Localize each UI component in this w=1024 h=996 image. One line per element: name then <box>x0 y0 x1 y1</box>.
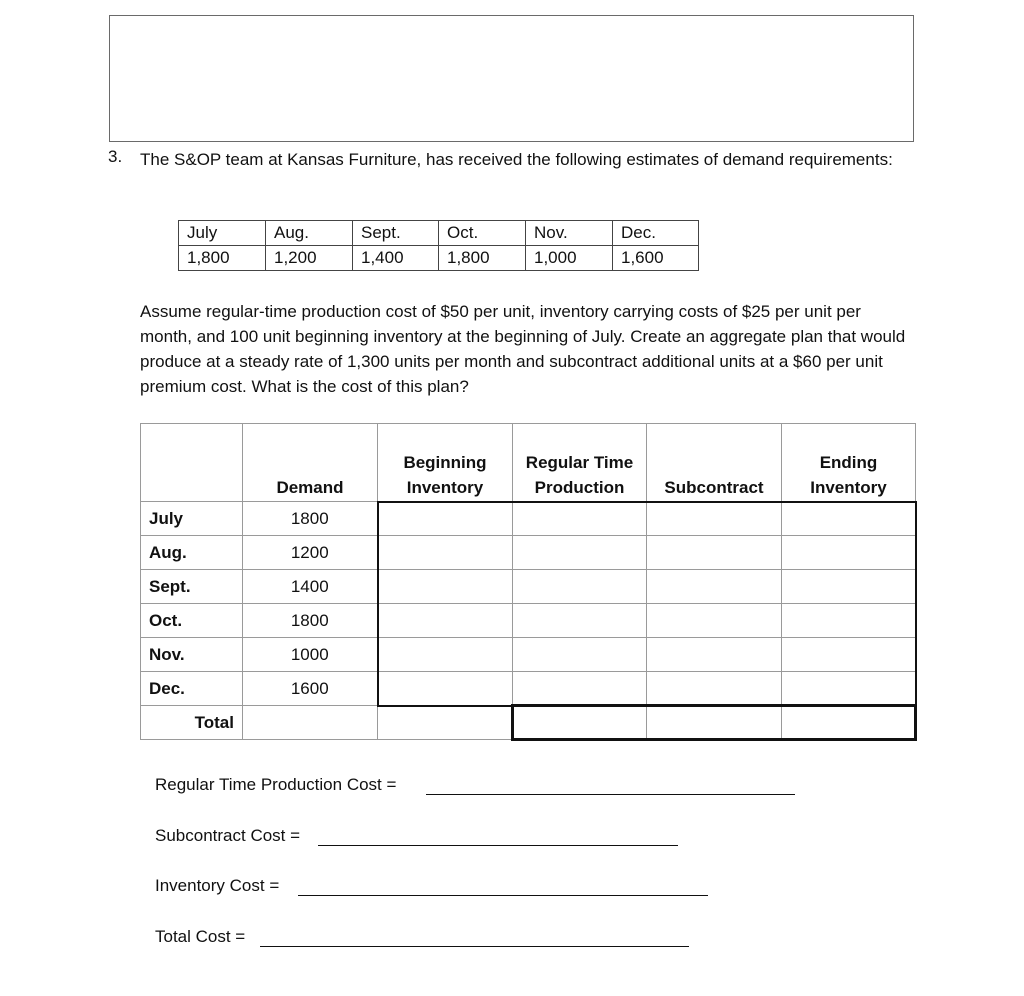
month-label: July <box>179 221 266 246</box>
inventory-cost-blank[interactable] <box>298 895 708 896</box>
month-label: Dec. <box>613 221 699 246</box>
subcontract-input[interactable] <box>647 638 782 672</box>
total-cost-line <box>155 927 245 947</box>
aggregate-plan-table <box>140 423 917 741</box>
demand-header: Demand <box>243 424 378 502</box>
demand-cell: 1800 <box>243 502 378 536</box>
subcontract-input[interactable] <box>647 672 782 706</box>
month-cell: Aug. <box>141 536 243 570</box>
question-text: The S&OP team at Kansas Furniture, has received the following estimates of demand requirements: <box>140 150 893 169</box>
beginning-inventory-input[interactable] <box>378 638 513 672</box>
table-row <box>141 570 916 604</box>
month-cell: Dec. <box>141 672 243 706</box>
regular-time-production-header: Regular Time Production <box>513 424 647 502</box>
inventory-cost-label: Inventory Cost = <box>155 876 280 895</box>
subcontract-cost-label: Subcontract Cost = <box>155 826 301 845</box>
ending-inventory-input[interactable] <box>782 536 916 570</box>
ending-inventory-input[interactable] <box>782 604 916 638</box>
total-cost-label: Total Cost = <box>155 927 246 946</box>
subcontract-input[interactable] <box>647 570 782 604</box>
demand-value: 1,800 <box>179 246 266 271</box>
question-number: 3. <box>108 147 123 166</box>
beginning-inventory-input[interactable] <box>378 570 513 604</box>
demand-value: 1,200 <box>266 246 353 271</box>
regular-time-input[interactable] <box>513 502 647 536</box>
demand-cell: 1600 <box>243 672 378 706</box>
demand-estimates-header-row <box>179 221 699 246</box>
total-demand-cell <box>243 706 378 740</box>
demand-value: 1,400 <box>353 246 439 271</box>
beginning-inventory-input[interactable] <box>378 536 513 570</box>
table-row <box>141 604 916 638</box>
regular-time-cost-blank[interactable] <box>426 794 795 795</box>
regular-time-cost-label: Regular Time Production Cost = <box>155 775 397 794</box>
total-ending-inventory-input[interactable] <box>782 706 916 740</box>
demand-estimates-value-row <box>179 246 699 271</box>
beginning-inventory-input[interactable] <box>378 672 513 706</box>
regular-time-input[interactable] <box>513 570 647 604</box>
demand-value: 1,000 <box>526 246 613 271</box>
month-label: Nov. <box>526 221 613 246</box>
month-cell: Nov. <box>141 638 243 672</box>
subcontract-input[interactable] <box>647 502 782 536</box>
demand-cell: 1000 <box>243 638 378 672</box>
ending-inventory-input[interactable] <box>782 570 916 604</box>
subcontract-input[interactable] <box>647 536 782 570</box>
month-label: Oct. <box>439 221 526 246</box>
month-label: Sept. <box>353 221 439 246</box>
assumptions-paragraph: Assume regular-time production cost of $50 per unit, inventory carrying costs of $25 per unit per month, and 100 unit beginning inventory at the beginning of July. Create an aggregate plan that would produce at a steady rate of 1,300 units per month and subcontract additional units at a $60 per unit premium cost. What is the cost of this plan? <box>140 302 906 396</box>
demand-cell: 1800 <box>243 604 378 638</box>
subcontract-cost-blank[interactable] <box>318 845 678 846</box>
total-beginning-inventory-cell <box>378 706 513 740</box>
month-label: Aug. <box>266 221 353 246</box>
demand-estimates-table <box>178 220 699 271</box>
demand-value: 1,800 <box>439 246 526 271</box>
subcontract-cost-line <box>155 826 300 846</box>
demand-cell: 1400 <box>243 570 378 604</box>
month-cell: Oct. <box>141 604 243 638</box>
table-row <box>141 638 916 672</box>
regular-time-cost-line <box>155 775 396 795</box>
regular-time-input[interactable] <box>513 638 647 672</box>
total-row <box>141 706 916 740</box>
ending-inventory-header: Ending Inventory <box>782 424 916 502</box>
ending-inventory-input[interactable] <box>782 638 916 672</box>
ending-inventory-input[interactable] <box>782 502 916 536</box>
table-row <box>141 672 916 706</box>
total-regular-time-input[interactable] <box>513 706 647 740</box>
demand-cell: 1200 <box>243 536 378 570</box>
table-row <box>141 502 916 536</box>
plan-header-row <box>141 424 916 502</box>
regular-time-input[interactable] <box>513 604 647 638</box>
beginning-inventory-input[interactable] <box>378 502 513 536</box>
subcontract-input[interactable] <box>647 604 782 638</box>
regular-time-input[interactable] <box>513 672 647 706</box>
ending-inventory-input[interactable] <box>782 672 916 706</box>
demand-value: 1,600 <box>613 246 699 271</box>
total-cost-blank[interactable] <box>260 946 689 947</box>
month-cell: July <box>141 502 243 536</box>
beginning-inventory-header: Beginning Inventory <box>378 424 513 502</box>
answer-box[interactable] <box>109 15 914 142</box>
inventory-cost-line <box>155 876 279 896</box>
total-subcontract-input[interactable] <box>647 706 782 740</box>
table-row <box>141 536 916 570</box>
blank-header <box>141 424 243 502</box>
regular-time-input[interactable] <box>513 536 647 570</box>
month-cell: Sept. <box>141 570 243 604</box>
subcontract-header: Subcontract <box>647 424 782 502</box>
total-label: Total <box>141 706 243 740</box>
beginning-inventory-input[interactable] <box>378 604 513 638</box>
